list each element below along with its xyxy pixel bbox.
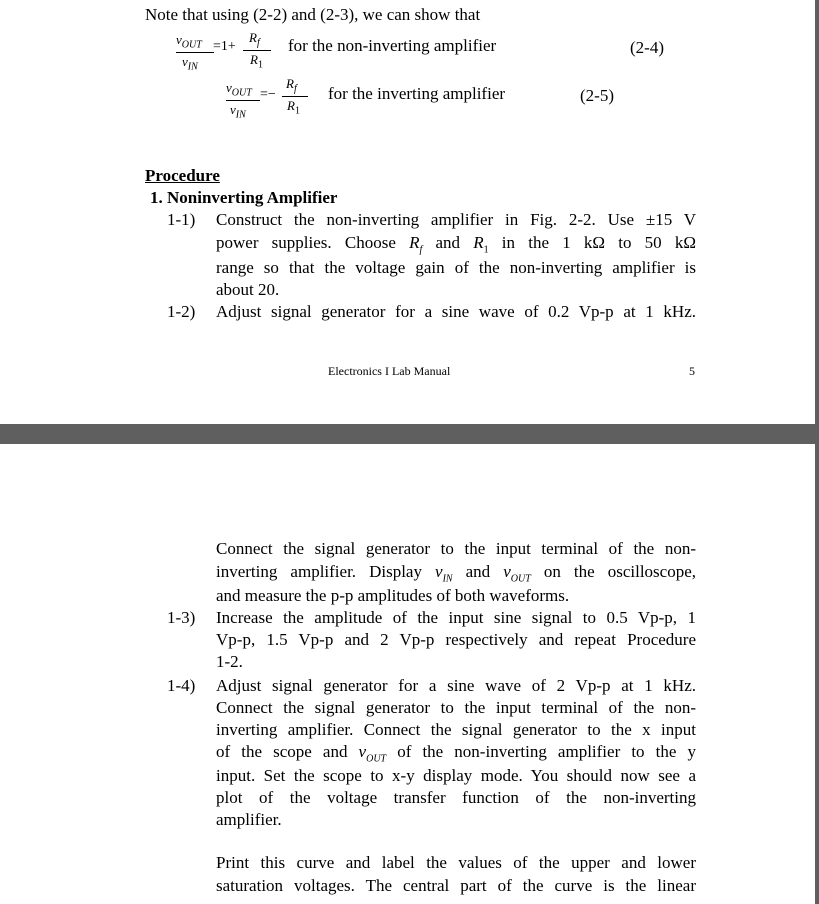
- step-text-line: of the scope and $v_{OUT}$ of the non-inverting amplifier to the y: [216, 742, 696, 765]
- step-text-line: Adjust signal generator for a sine wave of 2 Vp-p at 1 kHz.: [216, 676, 696, 695]
- eq24-lhs-num: $v_{OUT}$: [176, 32, 202, 51]
- step-text-line: and measure the p-p amplitudes of both waveforms.: [216, 586, 570, 605]
- viewer-scrollbar-edge[interactable]: [815, 0, 819, 904]
- eq25-description: for the inverting amplifier: [328, 84, 506, 103]
- eq25-lhs-den: $v_{IN}$: [230, 102, 246, 121]
- step-text-line: Connect the signal generator to the input terminal of the non-: [216, 698, 696, 717]
- eq24-description: for the non-inverting amplifier: [288, 36, 497, 55]
- step-text-line: Construct the non-inverting amplifier in Fig. 2-2. Use ±15 V: [216, 210, 696, 229]
- step-text-line: Increase the amplitude of the input sine signal to 0.5 Vp-p, 1: [216, 608, 696, 627]
- eq24-rhs-den: $R_1$: [250, 52, 263, 71]
- step-number: 1-3): [167, 608, 196, 627]
- step-number: 1-2): [167, 302, 196, 321]
- step-text-line: saturation voltages. The central part of the curve is the linear: [216, 876, 696, 895]
- step-text-line: about 20.: [216, 280, 280, 299]
- step-text-line: amplifier.: [216, 810, 282, 829]
- section-heading: 1. Noninverting Amplifier: [150, 188, 338, 207]
- step-text-line: 1-2.: [216, 652, 243, 671]
- step-text-line: power supplies. Choose $R_f$ and $R_1$ in the 1 kΩ to 50 kΩ: [216, 233, 696, 256]
- step-text-line: input. Set the scope to x-y display mode. You should now see a: [216, 766, 696, 785]
- intro-text: Note that using (2-2) and (2-3), we can show that: [145, 5, 481, 24]
- step-text-line: range so that the voltage gain of the non-inverting amplifier is: [216, 258, 696, 277]
- eq25-number: (2-5): [580, 86, 614, 105]
- eq24-rhs-num: $R_f$: [249, 30, 260, 49]
- step-text-line: Adjust signal generator for a sine wave of 0.2 Vp-p at 1 kHz.: [216, 302, 696, 321]
- step-number: 1-4): [167, 676, 196, 695]
- eq25-rhs-num: $R_f$: [286, 76, 297, 95]
- step-text-line: inverting amplifier. Connect the signal generator to the x input: [216, 720, 696, 739]
- footer-title: Electronics I Lab Manual: [328, 364, 451, 378]
- eq24-number: (2-4): [630, 38, 664, 57]
- step-text-line: Connect the signal generator to the input terminal of the non-: [216, 539, 696, 558]
- step-text-line: plot of the voltage transfer function of the non-inverting: [216, 788, 696, 807]
- eq24-rhs-prefix: =1+: [213, 39, 236, 54]
- step-text-line: Print this curve and label the values of the upper and lower: [216, 853, 696, 872]
- step-number: 1-1): [167, 210, 196, 229]
- eq25-rhs-den: $R_1$: [287, 98, 300, 117]
- eq25-lhs-num: $v_{OUT}$: [226, 80, 252, 99]
- document-page-2: [0, 444, 815, 904]
- step-text-line: inverting amplifier. Display $v_{IN}$ and $v_{OUT}$ on the oscilloscope,: [216, 562, 696, 585]
- procedure-heading: Procedure: [145, 166, 220, 185]
- step-text-line: Vp-p, 1.5 Vp-p and 2 Vp-p respectively and repeat Procedure: [216, 630, 696, 649]
- footer-page-number: 5: [689, 364, 695, 378]
- eq25-rhs-prefix: =−: [260, 87, 276, 102]
- eq24-lhs-den: $v_{IN}$: [182, 54, 198, 73]
- document-page-1: [0, 0, 815, 424]
